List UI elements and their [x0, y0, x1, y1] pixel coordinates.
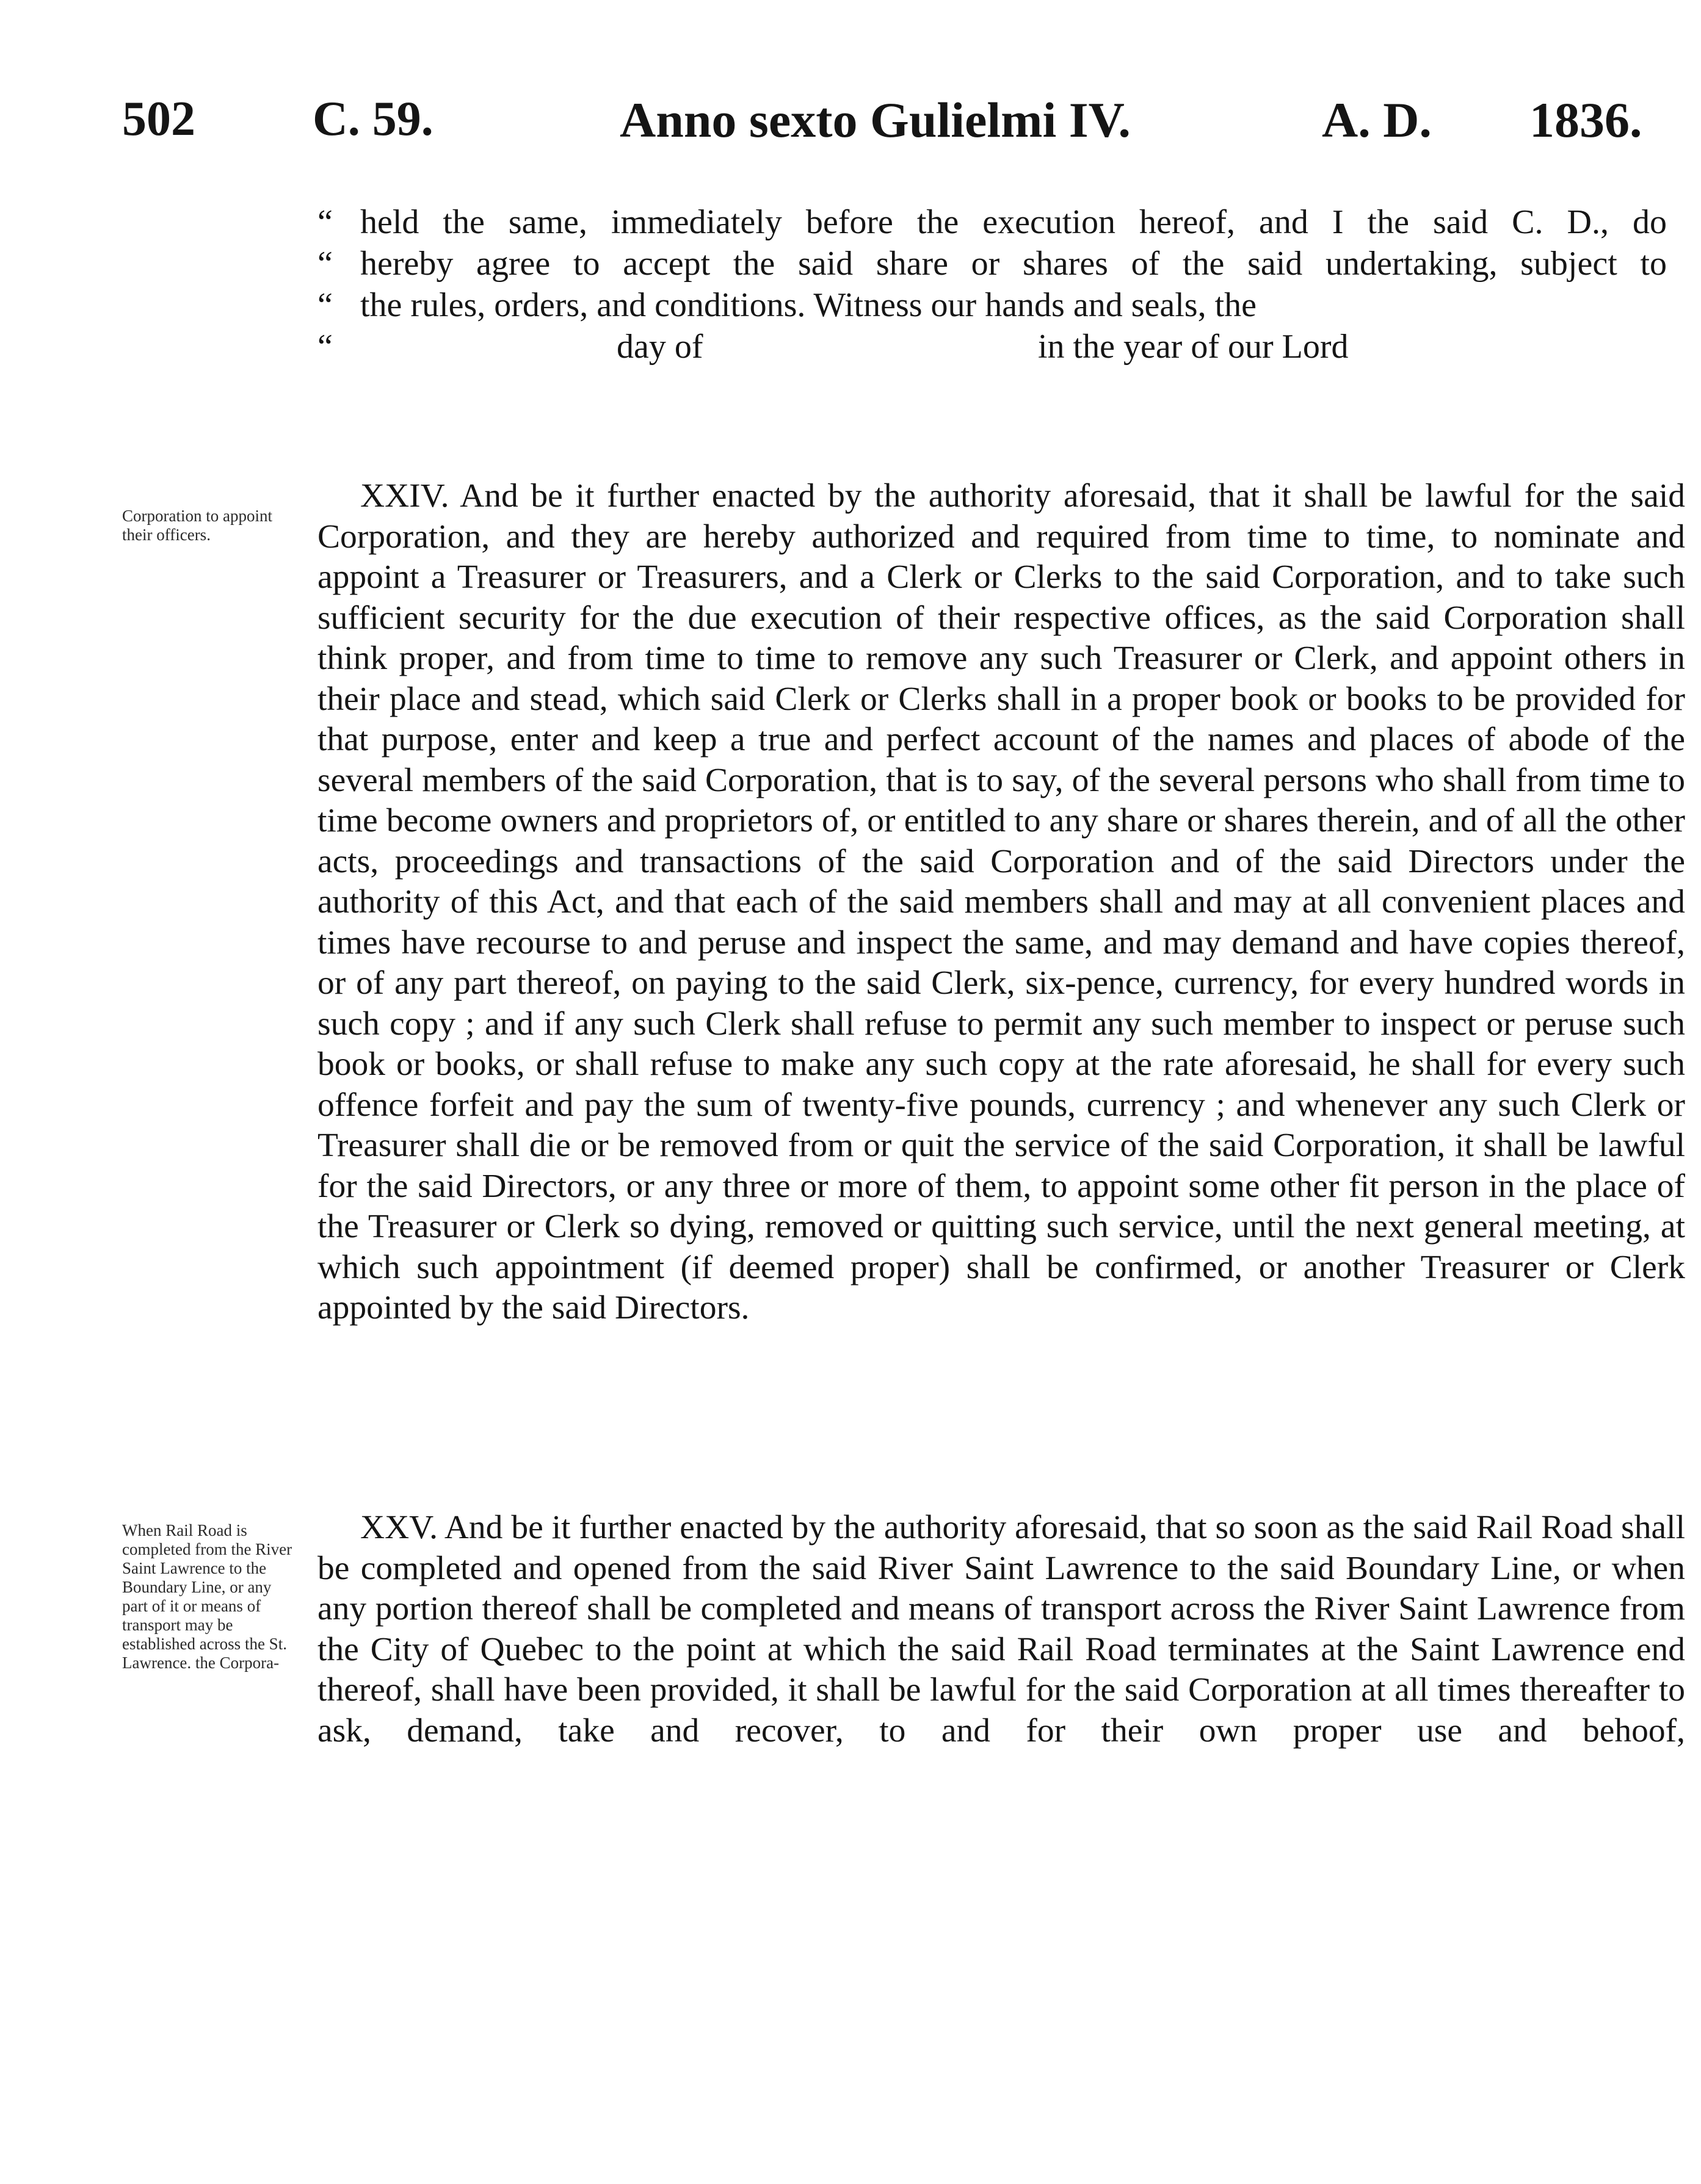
section-xxiv: [317, 476, 1685, 1329]
section-text: XXV. And be it further enacted by the authority aforesaid, that so soon as the said Rail Road shall be completed and opened from the said River Saint Lawrence to the said Boundary Line, or when any portion thereof shall be completed and means of transport across the River Saint Lawrence from the City of Quebec to the point at which the said Rail Road terminates at the Saint Lawrence end thereof, shall have been provided, it shall be lawful for the said Corporation at all times thereafter to ask, demand, take and recover, to and for their own proper use and behoof,: [317, 1509, 1685, 1749]
quote-mark: “: [317, 203, 333, 241]
oath-line-text: the rules, orders, and conditions. Witness our hands and seals, the: [360, 286, 1257, 324]
year-label: 1836.: [1529, 92, 1642, 148]
quote-mark: “: [317, 286, 333, 324]
oath-line: [317, 243, 1685, 284]
marginal-note: Corporation to appoint their officers.: [122, 507, 272, 544]
quote-mark: “: [317, 245, 333, 283]
oath-line: [317, 201, 1685, 243]
page-number: 502: [122, 92, 195, 146]
quote-mark: “: [317, 328, 333, 366]
oath-line: [317, 284, 1685, 326]
running-title: Anno sexto Gulielmi IV.: [620, 92, 1131, 148]
chapter-number: C. 59.: [313, 92, 433, 146]
section-xxv: [317, 1508, 1685, 1792]
oath-line: [317, 326, 1685, 367]
page-header: [122, 92, 1685, 159]
oath-line-text: hereby agree to accept the said share or shares of the said undertaking, subject to: [360, 245, 1667, 283]
oath-year-blank: in the year of our Lord: [1038, 328, 1349, 366]
marginal-note: When Rail Road is completed from the River Saint Lawrence to the Boundary Line, or any part of it or means of transport may be established across the St. Lawrence. the Corpora-: [122, 1521, 292, 1672]
section-text: XXIV. And be it further enacted by the authority aforesaid, that it shall be lawful for the said Corporation, and they are hereby authorized and required from time to time, to nominate and appoint a Treasurer or Treasurers, and a Clerk or Clerks to the said Corporation, and to take such sufficient security for the due execution of their respective offices, as the said Corporation shall think proper, and from time to time to remove any such Treasurer or Clerk, and appoint others in their place and stead, which said Clerk or Clerks shall in a proper book or books to be provided for that purpose, enter and keep a true and perfect account of the names and places of abode of the several members of the said Corporation, that is to say, of the several persons who shall from time to time become owners and proprietors of, or entitled to any share or shares therein, and of all the other acts, proceedings and transactions of the said Corporation and of the said Directors under the authority of this Act, and that each of the said members shall and may at all convenient places and times have recourse to and peruse and inspect the same, and may demand and have copies thereof, or of any part thereof, on paying to the said Clerk, six-pence, currency, for every hundred words in such copy ; and if any such Clerk shall refuse to permit any such member to inspect or peruse such book or books, or shall refuse to make any such copy at the rate aforesaid, he shall for every such offence forfeit and pay the sum of twenty-five pounds, currency ; and whenever any such Clerk or Treasurer shall die or be removed from or quit the service of the said Corporation, it shall be lawful for the said Directors, or any three or more of them, to appoint some other fit person in the place of the Treasurer or Clerk so dying, removed or quitting such service, until the next general meeting, at which such appointment (if deemed proper) shall be confirmed, or another Treasurer or Clerk appointed by the said Directors.: [317, 477, 1685, 1326]
oath-form-block: [317, 201, 1685, 367]
oath-day-blank: day of: [617, 328, 703, 366]
oath-line-text: held the same, immediately before the execution hereof, and I the said C. D., do: [360, 203, 1667, 241]
era-label: A. D.: [1322, 92, 1432, 148]
